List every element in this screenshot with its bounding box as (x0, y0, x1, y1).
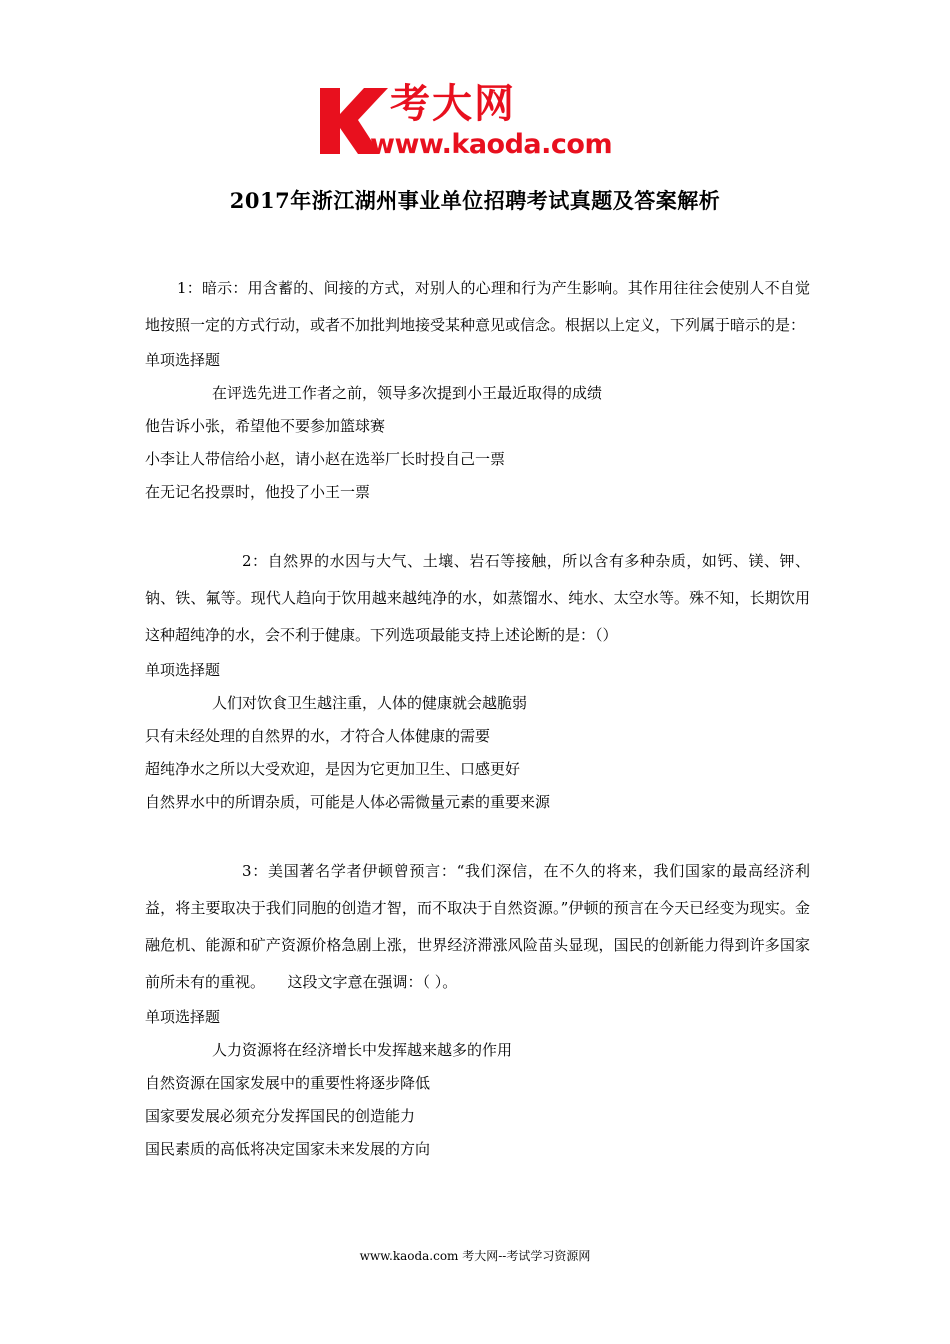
option-a: 人力资源将在经济增长中发挥越来越多的作用 (212, 1041, 513, 1059)
option-a: 人们对饮食卫生越注重，人体的健康就会越脆弱 (212, 694, 528, 712)
logo-chinese-text: 考大网 (390, 81, 516, 127)
logo-url-text: www.kaoda.com (370, 129, 613, 160)
question-1 (145, 270, 810, 509)
option-c: 超纯净水之所以大受欢迎，是因为它更加卫生、口感更好 (145, 760, 521, 778)
option-b: 他告诉小张，希望他不要参加篮球赛 (145, 417, 386, 435)
question-type: 单项选择题 (145, 661, 221, 679)
question-2 (145, 543, 810, 819)
option-a: 在评选先进工作者之前，领导多次提到小王最近取得的成绩 (212, 384, 603, 402)
option-d: 自然界水中的所谓杂质，可能是人体必需微量元素的重要来源 (145, 793, 551, 811)
question-type: 单项选择题 (145, 1008, 221, 1026)
kaoda-logo (318, 82, 638, 160)
page-footer: www.kaoda.com 考大网--考试学习资源网 (359, 1249, 591, 1263)
option-b: 自然资源在国家发展中的重要性将逐步降低 (145, 1074, 431, 1092)
option-b: 只有未经处理的自然界的水，才符合人体健康的需要 (145, 727, 491, 745)
option-d: 在无记名投票时，他投了小王一票 (145, 483, 371, 501)
option-c: 国家要发展必须充分发挥国民的创造能力 (145, 1107, 416, 1125)
page-title: 2017年浙江湖州事业单位招聘考试真题及答案解析 (229, 188, 721, 213)
question-stem: 2：自然界的水因与大气、土壤、岩石等接触，所以含有多种杂质，如钙、镁、钾、钠、铁、氟等。现代人趋向于饮用越来越纯净的水，如蒸馏水、纯水、太空水等。殊不知，长期饮用这种超纯净的水，会不利于健康。下列选项最能支持上述论断的是：（） (145, 552, 810, 644)
option-d: 国民素质的高低将决定国家未来发展的方向 (145, 1140, 431, 1158)
question-stem: 1：暗示：用含蓄的、间接的方式，对别人的心理和行为产生影响。其作用往往会使别人不自觉地按照一定的方式行动，或者不加批判地接受某种意见或信念。根据以上定义，下列属于暗示的是： (145, 279, 810, 334)
question-type: 单项选择题 (145, 351, 221, 369)
question-3 (145, 853, 810, 1166)
option-c: 小李让人带信给小赵，请小赵在选举厂长时投自己一票 (145, 450, 506, 468)
question-list (145, 270, 810, 1166)
question-stem: 3：美国著名学者伊顿曾预言：“我们深信，在不久的将来，我们国家的最高经济利益，将主要取决于我们同胞的创造才智，而不取决于自然资源。”伊顿的预言在今天已经变为现实。金融危机、能源和矿产资源价格急剧上涨，世界经济滞涨风险苗头显现，国民的创新能力得到许多国家前所未有的重视。 这段文字意在强调：（ ）。 (145, 862, 810, 991)
